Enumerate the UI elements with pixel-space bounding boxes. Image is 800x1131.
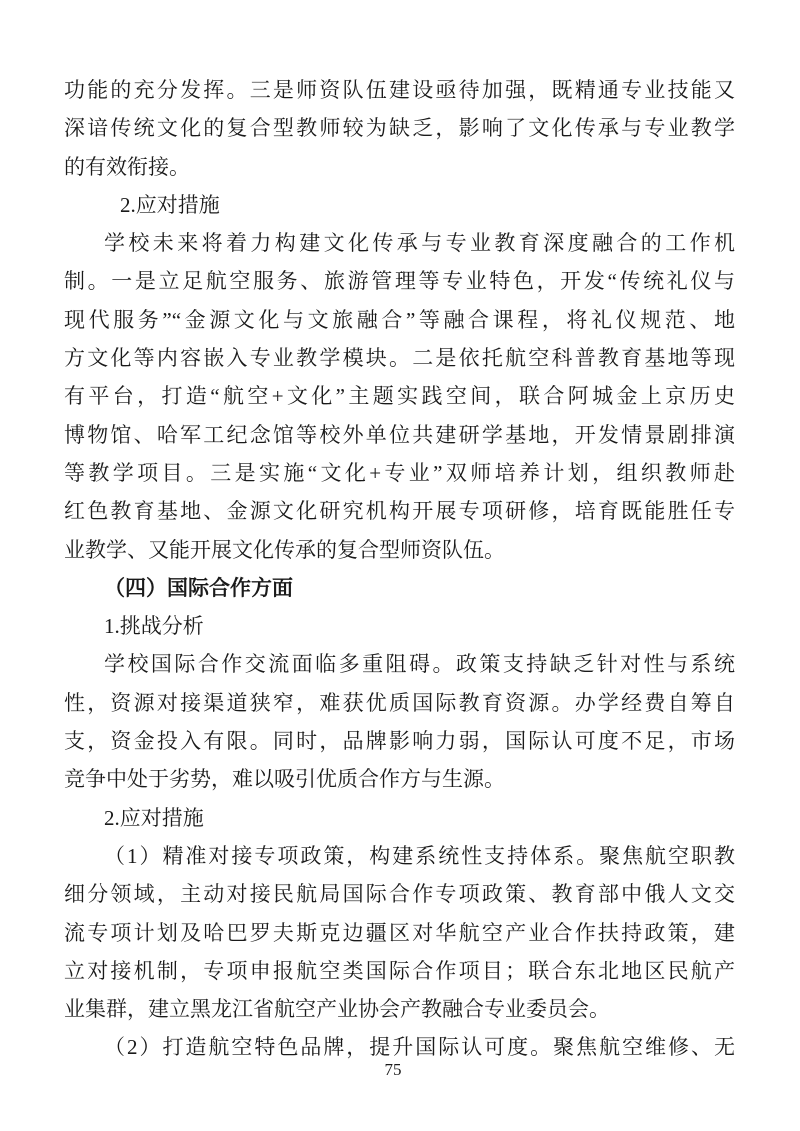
text-line: 学校未来将着力构建文化传承与专业教育深度融合的工作机: [104, 231, 735, 256]
text-line: 性，资源对接渠道狭窄，难获优质国际教育资源。办学经费自筹自: [64, 690, 735, 715]
text-line: 深谙传统文化的复合型教师较为缺乏，影响了文化传承与专业教学: [64, 116, 735, 141]
text-line: （1）精准对接专项政策，构建系统性支持体系。聚焦航空职教: [104, 843, 735, 868]
text-line: 的有效衔接。: [64, 154, 190, 179]
text-line: 红色教育基地、金源文化研究机构开展专项研修，培育既能胜任专: [64, 499, 735, 524]
text-line: 业集群，建立黑龙江省航空产业协会产教融合专业委员会。: [64, 997, 610, 1022]
text-line: 立对接机制，专项申报航空类国际合作项目；联合东北地区民航产: [64, 958, 735, 983]
text-line: 现代服务”“金源文化与文旅融合”等融合课程，将礼仪规范、地: [64, 307, 735, 332]
subheading-challenge-analysis: 1.挑战分析: [104, 614, 204, 639]
document-page: [64, 71, 735, 1067]
text-line: 学校国际合作交流面临多重阻碍。政策支持缺乏针对性与系统: [104, 652, 735, 677]
text-line: 竞争中处于劣势，难以吸引优质合作方与生源。: [64, 767, 505, 792]
text-line: 支，资金投入有限。同时，品牌影响力弱，国际认可度不足，市场: [64, 729, 735, 754]
subheading-countermeasures: 2.应对措施: [104, 805, 204, 830]
text-line: 有平台，打造“航空+文化”主题实践空间，联合阿城金上京历史: [64, 384, 735, 409]
text-line: （2）打造航空特色品牌，提升国际认可度。聚焦航空维修、无: [104, 1035, 735, 1060]
text-line: 细分领域，主动对接民航局国际合作专项政策、教育部中俄人文交: [64, 882, 735, 907]
subheading-countermeasures: 2.应对措施: [120, 192, 220, 217]
text-line: 等教学项目。三是实施“文化+专业”双师培养计划，组织教师赴: [64, 460, 735, 485]
page-number: 75: [384, 1060, 402, 1079]
text-line: 制。一是立足航空服务、旅游管理等专业特色，开发“传统礼仪与: [64, 269, 735, 294]
text-line: 业教学、又能开展文化传承的复合型师资队伍。: [64, 537, 505, 562]
text-line: 方文化等内容嵌入专业教学模块。二是依托航空科普教育基地等现: [64, 346, 735, 371]
text-line: 功能的充分发挥。三是师资队伍建设亟待加强，既精通专业技能又: [64, 78, 735, 102]
text-line: 流专项计划及哈巴罗夫斯克边疆区对华航空产业合作扶持政策，建: [64, 920, 735, 945]
text-line: 博物馆、哈军工纪念馆等校外单位共建研学基地，开发情景剧排演: [64, 422, 735, 447]
section-heading-international-cooperation: （四）国际合作方面: [104, 575, 293, 600]
